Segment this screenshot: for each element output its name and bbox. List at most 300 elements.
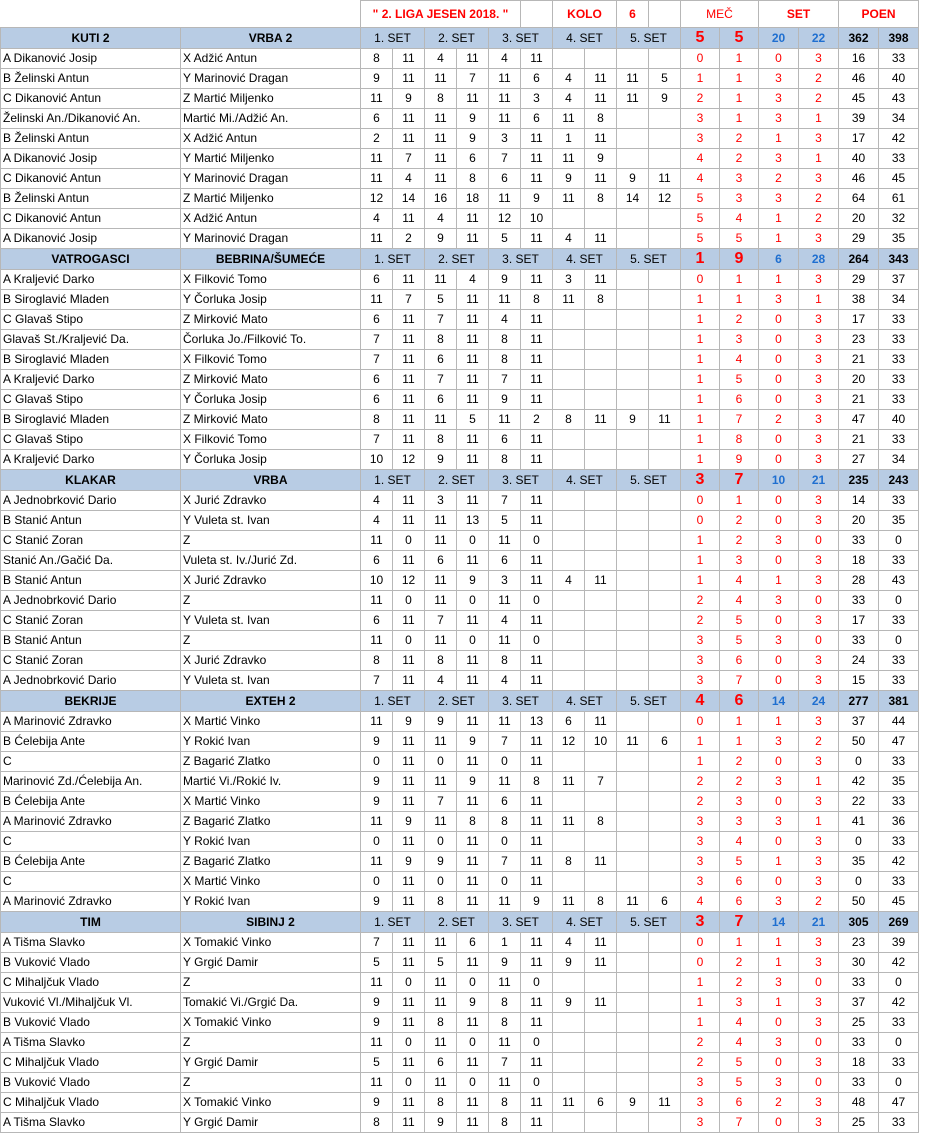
running-match-home: 3	[681, 832, 720, 852]
set-score: 9	[489, 390, 521, 410]
set-score: 9	[489, 270, 521, 290]
set-column-header: 1. SET	[361, 470, 425, 491]
set-score: 11	[457, 89, 489, 109]
running-match-home: 1	[681, 69, 720, 89]
home-player: C Glavaš Stipo	[1, 310, 181, 330]
set-score	[649, 270, 681, 290]
game-row	[1, 933, 919, 953]
set-score	[617, 832, 649, 852]
set-score: 0	[393, 631, 425, 651]
set-score	[585, 330, 617, 350]
points-home: 33	[839, 973, 879, 993]
running-match-home: 1	[681, 732, 720, 752]
running-match-away: 4	[720, 209, 759, 229]
set-score: 11	[585, 129, 617, 149]
set-score: 8	[361, 1113, 393, 1133]
match-score-home: 4	[681, 691, 720, 712]
set-score: 11	[425, 69, 457, 89]
home-player: A Marinović Zdravko	[1, 812, 181, 832]
set-score: 0	[361, 832, 393, 852]
set-column-header: 1. SET	[361, 28, 425, 49]
sets-won-home: 0	[759, 671, 799, 691]
away-team-name: SIBINJ 2	[181, 912, 361, 933]
points-home: 0	[839, 872, 879, 892]
sets-won-home: 0	[759, 651, 799, 671]
home-player: B Vuković Vlado	[1, 953, 181, 973]
points-home: 14	[839, 491, 879, 511]
running-match-home: 4	[681, 149, 720, 169]
sets-won-home: 1	[759, 229, 799, 249]
sets-won-home: 3	[759, 812, 799, 832]
set-score: 9	[425, 712, 457, 732]
set-score: 11	[393, 1053, 425, 1073]
set-score: 11	[393, 69, 425, 89]
sets-won-away: 1	[799, 109, 839, 129]
set-score: 11	[521, 752, 553, 772]
points-away: 44	[879, 712, 919, 732]
set-score	[553, 1113, 585, 1133]
game-row	[1, 531, 919, 551]
away-player: Vuleta st. Iv./Jurić Zd.	[181, 551, 361, 571]
set-score	[617, 350, 649, 370]
running-match-away: 3	[720, 993, 759, 1013]
points-home: 50	[839, 892, 879, 912]
set-score: 8	[425, 892, 457, 912]
set-score: 12	[393, 450, 425, 470]
sets-won-home: 3	[759, 531, 799, 551]
set-score: 6	[361, 109, 393, 129]
game-row	[1, 852, 919, 872]
set-score: 11	[489, 973, 521, 993]
game-row	[1, 792, 919, 812]
set-score: 11	[521, 310, 553, 330]
running-match-away: 3	[720, 189, 759, 209]
home-player: A Jednobrković Dario	[1, 671, 181, 691]
set-score: 4	[393, 169, 425, 189]
points-home: 33	[839, 1033, 879, 1053]
set-score: 0	[361, 752, 393, 772]
set-score: 4	[457, 270, 489, 290]
set-score: 11	[553, 892, 585, 912]
points-home: 24	[839, 651, 879, 671]
set-score	[617, 1113, 649, 1133]
home-player: B Stanić Antun	[1, 511, 181, 531]
set-score: 11	[521, 933, 553, 953]
set-score: 8	[585, 290, 617, 310]
away-player: Martić Mi./Adžić An.	[181, 109, 361, 129]
set-score: 11	[521, 129, 553, 149]
set-score: 9	[457, 109, 489, 129]
set-score: 11	[457, 450, 489, 470]
points-home: 46	[839, 69, 879, 89]
set-score	[585, 1033, 617, 1053]
set-score: 11	[393, 892, 425, 912]
running-match-away: 6	[720, 1093, 759, 1113]
set-score: 11	[457, 953, 489, 973]
set-score: 11	[393, 772, 425, 792]
set-score: 11	[457, 852, 489, 872]
running-match-home: 0	[681, 49, 720, 69]
set-score: 9	[553, 169, 585, 189]
sets-won-away: 3	[799, 993, 839, 1013]
sets-won-away: 2	[799, 189, 839, 209]
set-score: 7	[361, 330, 393, 350]
points-away: 33	[879, 370, 919, 390]
set-column-header: 4. SET	[553, 912, 617, 933]
set-score: 7	[489, 370, 521, 390]
points-away: 0	[879, 1073, 919, 1093]
set-score: 7	[457, 69, 489, 89]
home-player: C Glavaš Stipo	[1, 430, 181, 450]
sets-won-home: 2	[759, 1093, 799, 1113]
away-player: X Jurić Zdravko	[181, 571, 361, 591]
running-match-away: 8	[720, 430, 759, 450]
set-score: 0	[425, 752, 457, 772]
set-score: 6	[425, 390, 457, 410]
set-score: 7	[425, 611, 457, 631]
points-home: 33	[839, 1073, 879, 1093]
sets-total-home: 14	[759, 912, 799, 933]
set-score	[617, 591, 649, 611]
set-score: 0	[521, 1033, 553, 1053]
set-score	[617, 651, 649, 671]
set-score: 4	[553, 571, 585, 591]
match-score-home: 5	[681, 28, 720, 49]
set-score	[649, 109, 681, 129]
set-score: 14	[617, 189, 649, 209]
set-score: 4	[425, 671, 457, 691]
game-row	[1, 591, 919, 611]
set-score: 11	[457, 651, 489, 671]
away-player: Z	[181, 1073, 361, 1093]
home-player: C	[1, 752, 181, 772]
set-score: 11	[521, 1053, 553, 1073]
set-score	[617, 229, 649, 249]
away-player: Tomakić Vi./Grgić Da.	[181, 993, 361, 1013]
game-row	[1, 832, 919, 852]
set-score: 7	[425, 792, 457, 812]
sets-won-away: 3	[799, 712, 839, 732]
points-home: 41	[839, 812, 879, 832]
set-score: 11	[393, 270, 425, 290]
points-home: 16	[839, 49, 879, 69]
set-score	[553, 450, 585, 470]
game-row	[1, 69, 919, 89]
running-match-home: 1	[681, 430, 720, 450]
set-score: 6	[361, 310, 393, 330]
game-row	[1, 812, 919, 832]
set-score: 11	[361, 631, 393, 651]
points-home: 38	[839, 290, 879, 310]
set-score: 4	[553, 89, 585, 109]
points-away: 33	[879, 872, 919, 892]
set-score: 11	[489, 1033, 521, 1053]
points-home: 22	[839, 792, 879, 812]
away-player: X Filković Tomo	[181, 270, 361, 290]
set-score: 11	[585, 571, 617, 591]
running-match-home: 3	[681, 852, 720, 872]
points-home: 20	[839, 511, 879, 531]
set-score: 11	[521, 611, 553, 631]
sets-total-away: 21	[799, 470, 839, 491]
sets-won-home: 3	[759, 1073, 799, 1093]
sets-won-home: 0	[759, 872, 799, 892]
home-player: A Marinović Zdravko	[1, 892, 181, 912]
set-score: 6	[425, 551, 457, 571]
set-score: 11	[521, 49, 553, 69]
set-score: 8	[489, 993, 521, 1013]
set-score: 11	[457, 551, 489, 571]
set-score: 11	[585, 169, 617, 189]
sets-won-away: 3	[799, 410, 839, 430]
sets-won-home: 3	[759, 1033, 799, 1053]
set-column-header: 5. SET	[617, 249, 681, 270]
points-total-away: 398	[879, 28, 919, 49]
set-score: 11	[489, 189, 521, 209]
home-player: Marinović Zd./Ćelebija An.	[1, 772, 181, 792]
match-score-home: 3	[681, 912, 720, 933]
set-score	[585, 1013, 617, 1033]
set-score	[553, 370, 585, 390]
set-score	[649, 49, 681, 69]
set-score: 0	[393, 1073, 425, 1093]
set-score	[649, 973, 681, 993]
running-match-away: 5	[720, 370, 759, 390]
set-score	[649, 812, 681, 832]
set-score: 11	[393, 350, 425, 370]
away-player: X Adžić Antun	[181, 129, 361, 149]
set-score	[617, 330, 649, 350]
points-home: 64	[839, 189, 879, 209]
set-score	[585, 651, 617, 671]
running-match-home: 1	[681, 330, 720, 350]
set-column-header: 4. SET	[553, 249, 617, 270]
set-score	[617, 1033, 649, 1053]
sets-won-away: 0	[799, 631, 839, 651]
set-score	[617, 631, 649, 651]
sets-won-away: 3	[799, 571, 839, 591]
home-player: A Marinović Zdravko	[1, 712, 181, 732]
away-player: Y Vuleta st. Ivan	[181, 511, 361, 531]
points-home: 37	[839, 993, 879, 1013]
set-score	[553, 1053, 585, 1073]
game-row	[1, 571, 919, 591]
running-match-home: 1	[681, 993, 720, 1013]
set-score	[649, 430, 681, 450]
set-score	[649, 832, 681, 852]
set-score: 4	[489, 310, 521, 330]
set-score	[585, 370, 617, 390]
set-score: 7	[425, 370, 457, 390]
set-score: 0	[521, 973, 553, 993]
running-match-away: 3	[720, 551, 759, 571]
set-score	[617, 712, 649, 732]
away-player: Z	[181, 973, 361, 993]
running-match-away: 1	[720, 732, 759, 752]
points-home: 20	[839, 209, 879, 229]
running-match-away: 6	[720, 651, 759, 671]
set-score: 11	[457, 671, 489, 691]
home-player: C Dikanović Antun	[1, 89, 181, 109]
set-score: 11	[425, 732, 457, 752]
set-score	[649, 209, 681, 229]
set-score: 9	[457, 129, 489, 149]
set-score: 8	[585, 812, 617, 832]
set-score	[649, 591, 681, 611]
set-column-header: 2. SET	[425, 912, 489, 933]
running-match-away: 7	[720, 410, 759, 430]
set-score: 11	[521, 671, 553, 691]
points-total-home: 305	[839, 912, 879, 933]
points-home: 17	[839, 129, 879, 149]
set-score	[617, 571, 649, 591]
set-score: 9	[617, 410, 649, 430]
set-score: 7	[489, 852, 521, 872]
set-score: 11	[617, 892, 649, 912]
set-score: 0	[457, 591, 489, 611]
set-header: SET	[759, 1, 839, 28]
set-score: 9	[457, 571, 489, 591]
set-score: 10	[521, 209, 553, 229]
set-score	[617, 491, 649, 511]
set-score: 0	[361, 872, 393, 892]
game-row	[1, 993, 919, 1013]
set-score: 0	[425, 872, 457, 892]
set-score	[553, 330, 585, 350]
set-score: 9	[457, 993, 489, 1013]
set-column-header: 1. SET	[361, 249, 425, 270]
set-score: 11	[393, 1113, 425, 1133]
home-player: A Tišma Slavko	[1, 933, 181, 953]
points-total-away: 381	[879, 691, 919, 712]
away-team-name: VRBA 2	[181, 28, 361, 49]
points-total-home: 264	[839, 249, 879, 270]
set-score	[649, 330, 681, 350]
set-score	[617, 310, 649, 330]
set-score: 11	[521, 571, 553, 591]
home-player: A Kraljević Darko	[1, 370, 181, 390]
set-score: 4	[425, 49, 457, 69]
set-score: 0	[393, 591, 425, 611]
set-score: 9	[553, 953, 585, 973]
set-score: 11	[457, 1093, 489, 1113]
set-score: 11	[457, 290, 489, 310]
set-score	[585, 631, 617, 651]
home-team-name: BEKRIJE	[1, 691, 181, 712]
set-score: 11	[553, 109, 585, 129]
points-home: 47	[839, 410, 879, 430]
set-score: 11	[361, 1033, 393, 1053]
sets-total-away: 21	[799, 912, 839, 933]
home-player: B Vuković Vlado	[1, 1013, 181, 1033]
set-score: 11	[457, 390, 489, 410]
set-score: 6	[425, 1053, 457, 1073]
set-score	[585, 310, 617, 330]
set-column-header: 5. SET	[617, 691, 681, 712]
away-player: Y Marinović Dragan	[181, 169, 361, 189]
set-score	[585, 671, 617, 691]
set-score: 11	[393, 209, 425, 229]
home-player: C Mihaljčuk Vlado	[1, 973, 181, 993]
set-score: 0	[393, 531, 425, 551]
points-away: 47	[879, 1093, 919, 1113]
points-away: 45	[879, 169, 919, 189]
running-match-home: 1	[681, 531, 720, 551]
sets-won-home: 3	[759, 89, 799, 109]
set-score: 12	[393, 571, 425, 591]
set-score	[649, 852, 681, 872]
points-away: 33	[879, 149, 919, 169]
sets-won-away: 3	[799, 310, 839, 330]
points-away: 40	[879, 410, 919, 430]
running-match-away: 2	[720, 752, 759, 772]
points-total-home: 362	[839, 28, 879, 49]
set-score	[553, 209, 585, 229]
set-score	[649, 772, 681, 792]
set-score: 9	[393, 712, 425, 732]
set-score	[553, 350, 585, 370]
running-match-away: 5	[720, 631, 759, 651]
match-header-row	[1, 28, 919, 49]
set-score	[649, 511, 681, 531]
points-home: 15	[839, 671, 879, 691]
running-match-away: 5	[720, 1073, 759, 1093]
set-score: 9	[361, 1013, 393, 1033]
away-player: Y Vuleta st. Ivan	[181, 671, 361, 691]
set-score: 3	[521, 89, 553, 109]
set-score	[649, 671, 681, 691]
set-score	[617, 270, 649, 290]
home-player: A Tišma Slavko	[1, 1033, 181, 1053]
set-score: 8	[457, 169, 489, 189]
set-score: 11	[457, 49, 489, 69]
sets-won-away: 3	[799, 450, 839, 470]
running-match-away: 4	[720, 1013, 759, 1033]
sets-won-away: 3	[799, 1053, 839, 1073]
running-match-home: 5	[681, 209, 720, 229]
points-home: 29	[839, 270, 879, 290]
running-match-home: 1	[681, 410, 720, 430]
set-score	[617, 370, 649, 390]
sets-won-home: 1	[759, 933, 799, 953]
running-match-home: 3	[681, 1093, 720, 1113]
set-score	[649, 350, 681, 370]
sets-won-away: 3	[799, 129, 839, 149]
home-player: B Siroglavić Mladen	[1, 290, 181, 310]
sets-won-home: 2	[759, 410, 799, 430]
set-score	[649, 390, 681, 410]
set-score: 11	[521, 511, 553, 531]
sets-won-home: 1	[759, 209, 799, 229]
set-score: 11	[585, 89, 617, 109]
points-away: 33	[879, 671, 919, 691]
set-score: 11	[489, 892, 521, 912]
game-row	[1, 631, 919, 651]
running-match-away: 4	[720, 591, 759, 611]
set-score: 11	[393, 390, 425, 410]
match-score-home: 3	[681, 470, 720, 491]
set-score: 8	[489, 1113, 521, 1133]
set-score: 11	[425, 591, 457, 611]
sets-total-away: 24	[799, 691, 839, 712]
running-match-home: 1	[681, 450, 720, 470]
set-score	[553, 591, 585, 611]
set-column-header: 1. SET	[361, 691, 425, 712]
kolo-label: KOLO	[553, 1, 617, 28]
set-score: 8	[425, 1093, 457, 1113]
set-score: 4	[489, 671, 521, 691]
sets-won-away: 1	[799, 812, 839, 832]
